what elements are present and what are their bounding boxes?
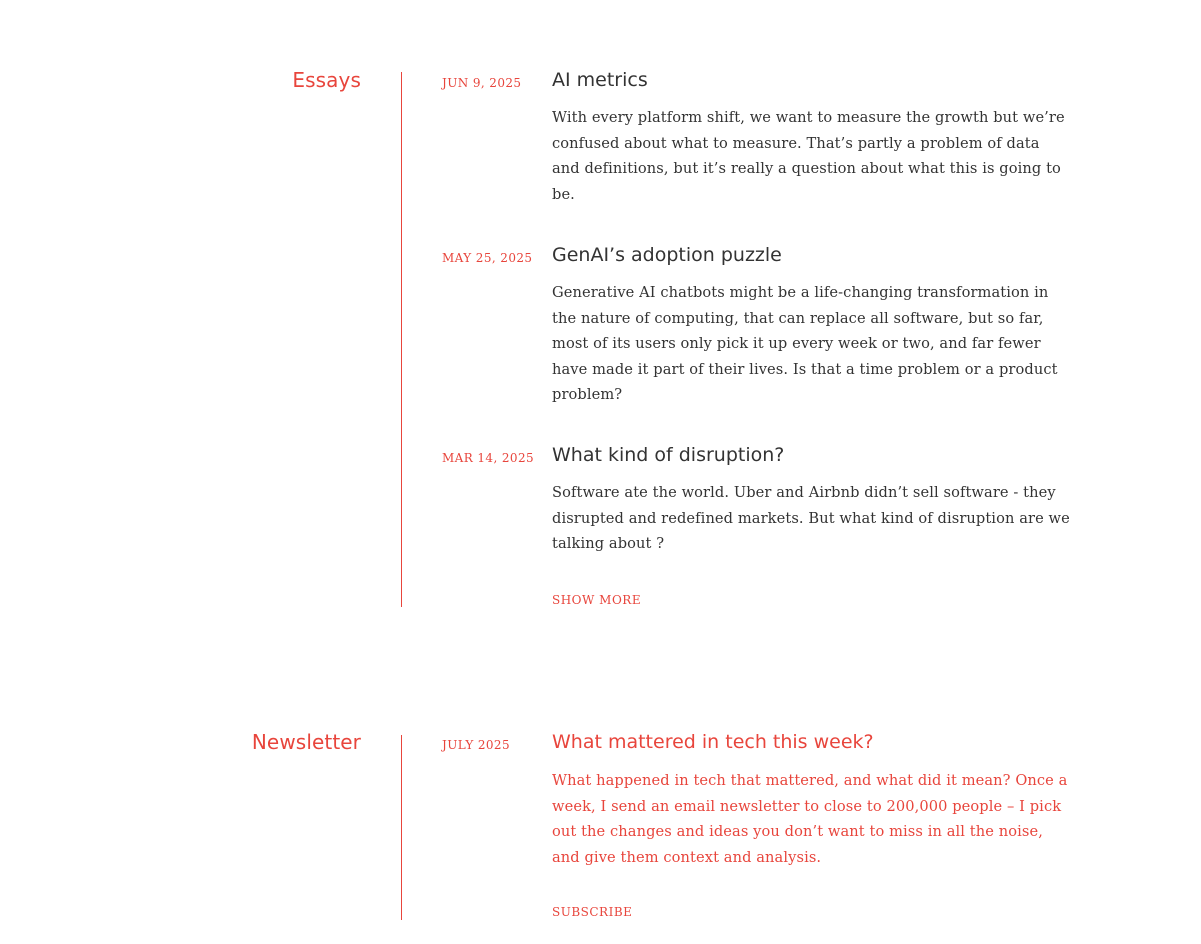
essay-description: Generative AI chatbots might be a life-changing transformation in the nature of computing, that can replace all software, but so far, most of its users only pick it up every week or two, and far fewer have made it part of their lives. Is that a time problem or a product problem?: [552, 284, 1058, 404]
essays-heading: Essays: [292, 68, 361, 92]
newsletter-date: JULY 2025: [442, 738, 511, 752]
essay-date: JUN 9, 2025: [442, 76, 522, 90]
essay-description: With every platform shift, we want to measure the growth but we’re confused about what to measure. That’s partly a problem of data and definitions, but it’s really a question about what this is going to be.: [552, 109, 1065, 203]
newsletter-heading: Newsletter: [251, 730, 361, 754]
show-more-link[interactable]: SHOW MORE: [552, 593, 642, 607]
newsletter-description: What happened in tech that mattered, and what did it mean? Once a week, I send an email newsletter to close to 200,000 people – I pick out the changes and ideas you don’t want to miss in all the noise, and give them context and analysis.: [552, 772, 1068, 866]
essay-title[interactable]: What kind of disruption?: [552, 444, 785, 466]
essay-title[interactable]: AI metrics: [552, 69, 648, 91]
subscribe-link[interactable]: SUBSCRIBE: [552, 905, 633, 919]
newsletter-divider: [401, 735, 402, 920]
newsletter-title[interactable]: What mattered in tech this week?: [552, 731, 874, 753]
essay-date: MAR 14, 2025: [442, 451, 535, 465]
essay-description: Software ate the world. Uber and Airbnb didn’t sell software - they disrupted and redefined markets. But what kind of disruption are we talking about ?: [552, 484, 1070, 553]
essay-date: MAY 25, 2025: [442, 251, 533, 265]
essay-title[interactable]: GenAI’s adoption puzzle: [552, 244, 782, 266]
